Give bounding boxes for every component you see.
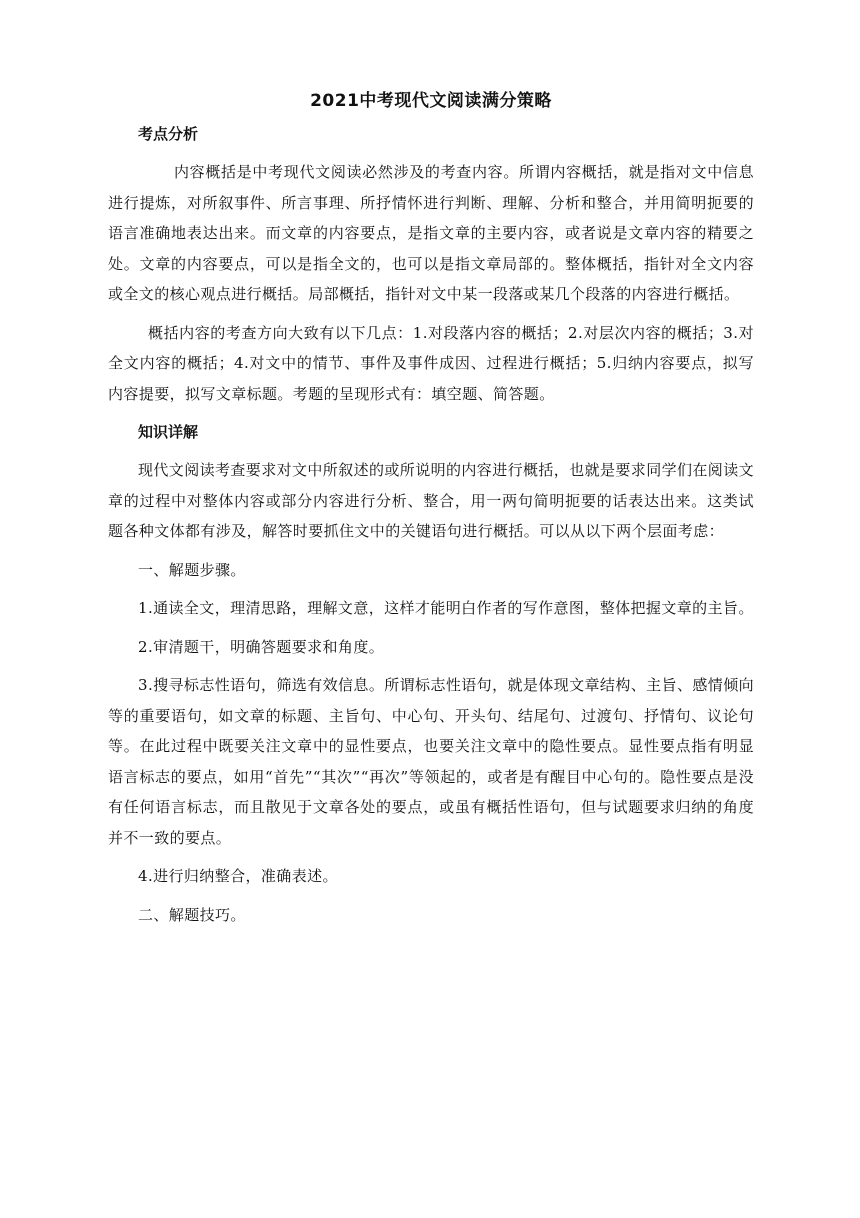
analysis-paragraph-1: 内容概括是中考现代文阅读必然涉及的考查内容。所谓内容概括，就是指对文中信息进行提炼，对所叙事件、所言事理、所抒情怀进行判断、理解、分析和整合，并用简明扼要的语言准确地表达出来。而文章的内容要点，是指文章的主要内容，或者说是文章内容的精要之处。文章的内容要点，可以是指全文的，也可以是指文章局部的。整体概括，指针对全文内容或全文的核心观点进行概括。局部概括，指针对文中某一段落或某几个段落的内容进行概括。	[108, 163, 754, 303]
knowledge-paragraph-1: 现代文阅读考查要求对文中所叙述的或所说明的内容进行概括，也就是要求同学们在阅读文章的过程中对整体内容或部分内容进行分析、整合，用一两句简明扼要的话表达出来。这类试题各种文体都有涉及，解答时要抓住文中的关键语句进行概括。可以从以下两个层面考虑：	[108, 461, 755, 540]
step-2: 2.审清题干，明确答题要求和角度。	[138, 637, 385, 656]
step-4: 4.进行归纳整合，准确表述。	[138, 867, 338, 885]
section-heading-knowledge: 知识详解	[138, 423, 199, 441]
step-1: 1.通读全文，理清思路，理解文意，这样才能明白作者的写作意图，整体把握文章的主旨。	[138, 599, 754, 617]
subheading-steps: 一、解题步骤。	[138, 560, 246, 579]
subheading-techniques: 二、解题技巧。	[138, 905, 246, 924]
section-heading-analysis: 考点分析	[138, 125, 199, 143]
document-title: 2021中考现代文阅读满分策略	[310, 91, 552, 111]
analysis-paragraph-2: 概括内容的考查方向大致有以下几点：1.对段落内容的概括；2.对层次内容的概括；3.对全文内容的概括；4.对文中的情节、事件及事件成因、过程进行概括；5.归纳内容要点，拟写内容提要，拟写文章标题。考题的呈现形式有：填空题、简答题。	[108, 323, 754, 403]
step-3: 3.搜寻标志性语句，筛选有效信息。所谓标志性语句，就是体现文章结构、主旨、感情倾向等的重要语句，如文章的标题、主旨句、中心句、开头句、结尾句、过渡句、抒情句、议论句等。在此过程中既要关注文章中的显性要点，也要关注文章中的隐性要点。显性要点指有明显语言标志的要点，如用“首先”“其次”“再次”等领起的，或者是有醒目中心句的。隐性要点是没有任何语言标志，而且散见于文章各处的要点，或虽有概括性语句，但与试题要求归纳的角度并不一致的要点。	[108, 676, 754, 847]
